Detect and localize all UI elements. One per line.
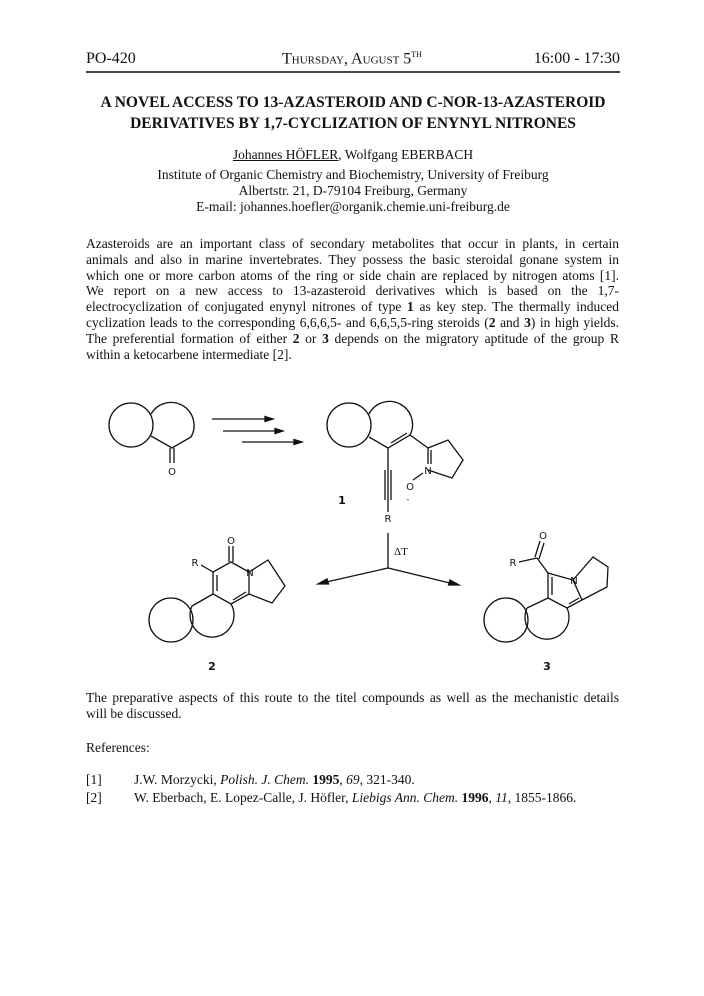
ring [369, 401, 413, 448]
title-line: A NOVEL ACCESS TO 13-AZASTEROID AND C-NOR-13-AZASTEROID [100, 94, 606, 111]
abstract-line: which one or more carbon atoms of the ring or side chain are replaced by nitrogen atoms [1]. [86, 267, 619, 283]
compound-ref: 2 [488, 314, 496, 330]
compound-label-1: 1 [338, 494, 346, 507]
reference-pages: , 321-340. [359, 772, 415, 787]
reference-number: [2] [86, 790, 102, 805]
reference-year: 1995 [309, 772, 340, 787]
compound-3 [484, 531, 608, 673]
references-list [86, 771, 619, 807]
reference-journal: Polish. J. Chem. [220, 772, 309, 787]
session-day-text: Thursday, August 5 [282, 50, 412, 68]
reference-authors: J.W. Morzycki, [134, 772, 221, 787]
references-heading: References: [86, 740, 150, 755]
conclusion-line: The preparative aspects of this route to the titel compounds as well as the mechanistic details [86, 690, 619, 705]
conclusion-paragraph [86, 690, 619, 722]
atom-r: R [384, 514, 392, 525]
ring [151, 402, 194, 448]
reaction-scheme [0, 370, 704, 680]
presenting-author: Johannes HÖFLER [232, 147, 339, 162]
session-day-sup: TH [411, 50, 422, 59]
condition-heat: ΔT [394, 546, 408, 558]
abstract-line: Azasteroids are an important class of secondary metabolites that occur in plants, in certain [86, 236, 619, 251]
affiliation [60, 167, 646, 215]
coauthor: Wolfgang EBERBACH [344, 147, 474, 162]
compound-label-2: 2 [208, 660, 216, 673]
reference-volume: 69 [346, 772, 360, 787]
abstract-line: animals and also in marine invertebrates. They possess the basic steroidal gonane system in [86, 251, 619, 267]
ring [327, 403, 371, 447]
atom-r: R [191, 558, 199, 569]
abstract-paragraph [86, 236, 619, 362]
affiliation-email: E-mail: johannes.hoefler@organik.chemie.uni-freiburg.de [196, 199, 510, 214]
atom-o: O [406, 482, 414, 493]
title-line: DERIVATIVES BY 1,7-CYCLIZATION OF ENYNYL NITRONES [130, 115, 576, 132]
reference-item [86, 771, 619, 789]
compound-ref: 3 [524, 314, 531, 330]
atom-o: O [539, 531, 547, 542]
reference-pages: , 1855-1866. [507, 790, 577, 805]
multistep-arrows [212, 417, 302, 445]
conclusion-line: will be discussed. [86, 705, 182, 721]
abstract-line [86, 299, 619, 315]
compound-ref: 3 [322, 330, 329, 346]
text: electrocyclization of conjugated enynyl nitrones of type [86, 299, 408, 315]
compound-label-3: 3 [543, 660, 551, 673]
abstract-line [86, 331, 619, 347]
reference-number: [1] [86, 772, 102, 787]
abstract-line [86, 315, 619, 331]
reference-item [86, 789, 619, 807]
affiliation-address: Albertstr. 21, D-79104 Freiburg, Germany [238, 183, 468, 198]
ring [109, 403, 153, 447]
text: The preferential formation of either [86, 330, 293, 346]
text: and [495, 314, 525, 330]
author-separator: , [338, 147, 345, 162]
compound-ref: 2 [292, 330, 300, 346]
header-rule [86, 71, 620, 73]
affiliation-institute: Institute of Organic Chemistry and Biochemistry, University of Freiburg [157, 167, 549, 182]
reference-journal: Liebigs Ann. Chem. [351, 790, 459, 805]
reference-year: 1996 [458, 790, 489, 805]
atom-n: N [424, 466, 432, 477]
atom-r: R [509, 558, 517, 569]
compound-1 [327, 401, 463, 525]
reference-authors: W. Eberbach, E. Lopez-Calle, J. Höfler, [134, 790, 352, 805]
separator: , [339, 772, 347, 787]
compound-ref: 1 [407, 299, 414, 315]
thermal-arrow [318, 533, 459, 585]
atom-n: N [246, 568, 254, 579]
starting-ketone [109, 402, 194, 478]
text: ) in high yields. [530, 314, 619, 330]
atom-o: O [227, 536, 235, 547]
text: depends on the migratory aptitude of the group R [328, 330, 619, 346]
text: or [299, 330, 323, 346]
abstract-line: We report on a new access to 13-azasteroid derivatives which is based on the 1,7- [86, 283, 619, 299]
paper-title [60, 92, 646, 134]
reference-volume: 11 [495, 790, 508, 805]
text: as key step. The thermally induced [413, 299, 620, 315]
compound-2 [149, 536, 285, 673]
separator: , [488, 790, 496, 805]
session-time: 16:00 - 17:30 [533, 50, 620, 67]
atom-o: O [168, 467, 176, 478]
charge-minus: - [406, 495, 410, 504]
atom-n: N [570, 576, 578, 587]
poster-code: PO-420 [86, 50, 136, 67]
authors [60, 147, 646, 163]
abstract-line: within a ketocarbene intermediate [2]. [86, 346, 292, 362]
text: cyclization leads to the corresponding 6,6,6,5- and 6,6,5,5-ring steroids ( [86, 314, 489, 330]
